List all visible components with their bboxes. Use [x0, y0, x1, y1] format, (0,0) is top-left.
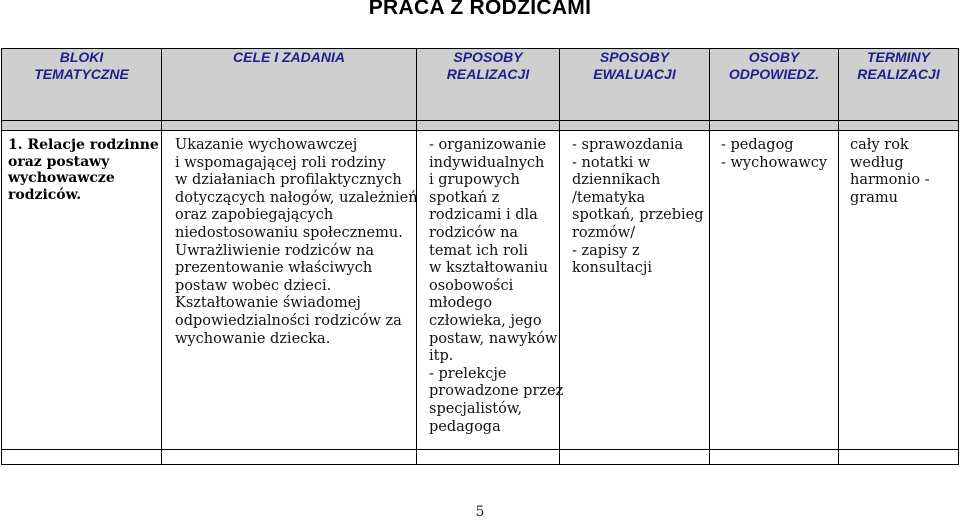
text-line: Uwrażliwienie rodziców na	[175, 242, 374, 259]
header-cell-blocks	[2, 49, 162, 121]
text-line: temat ich roli	[429, 242, 528, 259]
text-line: oraz zapobiegających	[175, 207, 334, 224]
text-line: rodzicami i dla	[429, 207, 538, 224]
text-line: według	[850, 154, 904, 171]
text-line: niedostosowaniu społecznemu.	[175, 224, 403, 241]
text-line: ODPOWIEDZ.	[728, 66, 820, 82]
header-cell-evaluation	[560, 49, 710, 121]
text-line: CELE I ZADANIA	[233, 49, 345, 65]
text-line: harmonio -	[850, 172, 930, 189]
text-line: i wspomagającej roli rodziny	[175, 154, 386, 171]
header-spacer-row	[2, 121, 959, 131]
text-line: człowieka, jego	[429, 312, 542, 329]
table-header-row	[2, 49, 959, 121]
text-line: w działaniach profilaktycznych	[175, 172, 402, 189]
text-line: - organizowanie	[429, 137, 547, 153]
text-line: Kształtowanie świadomej	[175, 295, 361, 312]
text-line: odpowiedzialności rodziców za	[175, 312, 402, 329]
text-line: TERMINY	[867, 49, 930, 65]
text-line: prowadzone przez	[429, 383, 564, 400]
text-line: wychowanie dziecka.	[175, 330, 331, 347]
text-line: młodego	[429, 295, 493, 312]
text-line: EWALUACJI	[593, 66, 676, 82]
text-line: - wychowawcy	[721, 154, 828, 171]
text-line: REALIZACJI	[857, 66, 940, 82]
text-line: rodziców na	[429, 224, 519, 241]
cell-goals	[162, 131, 417, 450]
empty-row	[2, 450, 959, 465]
text-line: Ukazanie wychowawczej	[175, 137, 358, 153]
text-line: indywidualnych	[429, 154, 545, 171]
plan-table	[1, 48, 959, 465]
text-line: rozmów/	[572, 224, 636, 241]
text-line: wychowawcze	[8, 170, 115, 186]
text-line: itp.	[429, 348, 454, 365]
text-line: - prelekcje	[429, 365, 507, 382]
text-line: rodziców.	[8, 186, 82, 203]
header-cell-responsible	[710, 49, 839, 121]
text-line: - notatki w	[572, 154, 651, 171]
header-cell-deadline	[839, 49, 959, 121]
text-line: dotyczących nałogów, uzależnień	[175, 189, 418, 206]
text-line: SPOSOBY	[599, 49, 670, 65]
header-cell-methods	[417, 49, 560, 121]
text-line: w kształtowaniu	[429, 260, 548, 277]
text-line: konsultacji	[572, 260, 652, 277]
page-title: PRACA Z RODZICAMI	[368, 0, 592, 19]
cell-responsible	[710, 131, 839, 450]
text-line: SPOSOBY	[453, 49, 523, 65]
text-line: cały rok	[850, 137, 909, 153]
text-line: REALIZACJI	[446, 66, 530, 82]
cell-evaluation	[560, 131, 710, 450]
text-line: - sprawozdania	[572, 137, 684, 153]
header-cell-goals	[162, 49, 417, 121]
text-line: 1. Relacje rodzinne	[8, 137, 159, 153]
text-line: osobowości	[429, 277, 514, 294]
text-line: postaw wobec dzieci.	[175, 277, 332, 294]
text-line: oraz postawy	[8, 153, 110, 170]
text-line: TEMATYCZNE	[34, 66, 129, 82]
table-row	[2, 131, 959, 450]
text-line: prezentowanie właściwych	[175, 260, 373, 277]
text-line: spotkań z	[429, 189, 500, 206]
text-line: i grupowych	[429, 172, 520, 189]
text-line: - zapisy z	[572, 242, 640, 259]
text-line: dziennikach	[572, 172, 661, 189]
text-line: pedagoga	[429, 418, 501, 435]
text-line: spotkań, przebieg	[572, 207, 704, 224]
text-line: BLOKI	[59, 49, 104, 65]
cell-methods	[417, 131, 564, 450]
page-number: 5	[475, 504, 485, 520]
text-line: gramu	[850, 189, 898, 206]
text-line: specjalistów,	[429, 400, 523, 417]
text-line: /tematyka	[572, 189, 646, 206]
text-line: OSOBY	[748, 49, 800, 65]
text-line: - pedagog	[721, 137, 794, 153]
cell-deadline	[839, 131, 959, 450]
cell-block	[2, 131, 162, 450]
text-line: postaw, nawyków	[429, 330, 558, 347]
